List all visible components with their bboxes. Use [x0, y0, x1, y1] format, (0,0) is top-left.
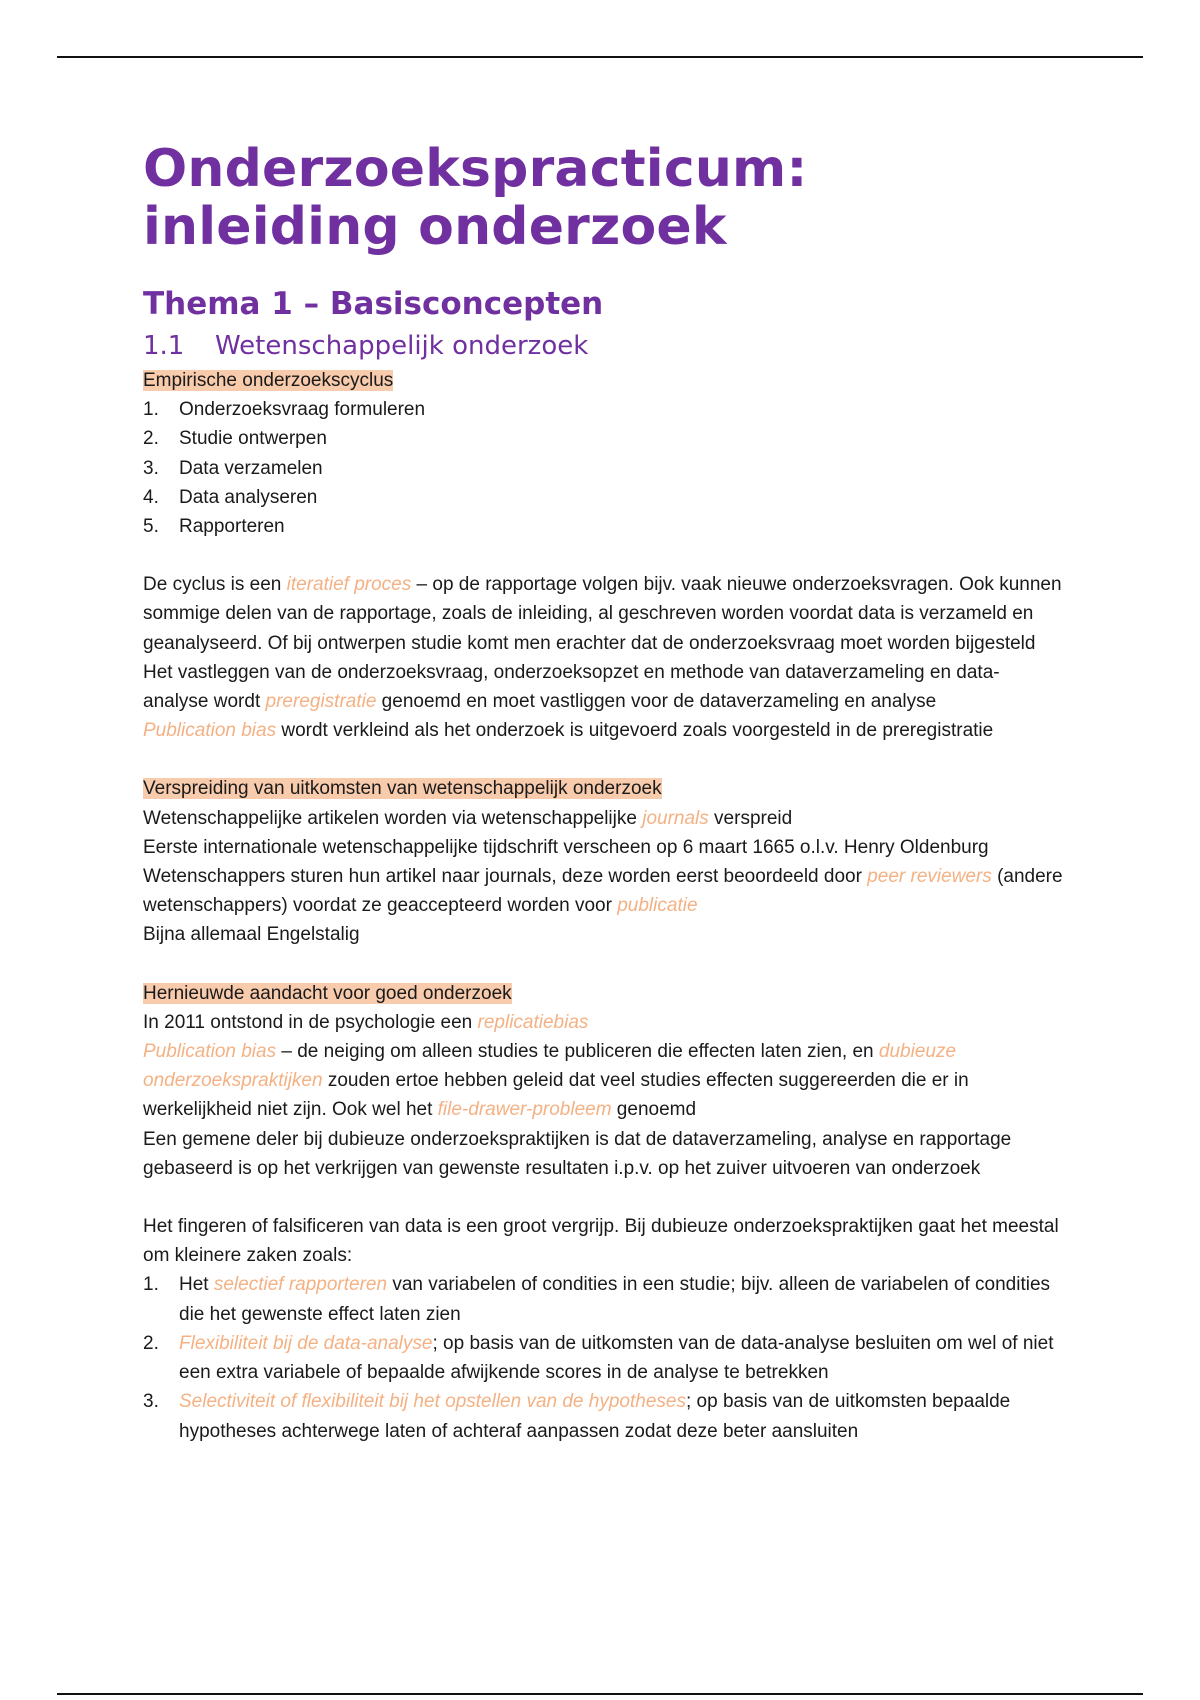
paragraph: Het fingeren of falsificeren van data is een groot vergrijp. Bij dubieuze onderzoekspraktijken gaat het meestal om kleinere zaken zoals:	[143, 1216, 1059, 1267]
keyword: iteratief proces	[286, 574, 412, 596]
keyword: selectief rapporteren	[213, 1274, 388, 1296]
keyword: Flexibiliteit bij de data-analyse	[179, 1332, 433, 1354]
paragraph: Een gemene deler bij dubieuze onderzoekspraktijken is dat de dataverzameling, analyse en rapportage gebaseerd is op het verkrijgen van gewenste resultaten i.p.v. op het zuiver uitvoeren van onderzoek	[143, 1128, 1012, 1179]
document-page	[143, 140, 1063, 1446]
list-item: 1. Het selectief rapporteren van variabelen of condities in een studie; bijv. alleen de variabelen of condities die het gewenste effect laten zien	[143, 1270, 1063, 1328]
highlight: Verspreiding van uitkomsten van wetenschappelijk onderzoek	[143, 778, 662, 800]
list-number: 3.	[143, 457, 159, 479]
paragraph: Publication bias wordt verkleind als het onderzoek is uitgevoerd zoals voorgesteld in de preregistratie	[143, 720, 994, 742]
list-item: 2. Flexibiliteit bij de data-analyse; op basis van de uitkomsten van de data-analyse besluiten om wel of niet een extra variabele of bepaalde afwijkende scores in de analyse te betrekken	[143, 1329, 1063, 1387]
section-title: Wetenschappelijk onderzoek	[215, 331, 589, 361]
paragraph: Wetenschappers sturen hun artikel naar journals, deze worden eerst beoordeeld door peer reviewers (andere wetenschappers) voordat ze geaccepteerd worden voor publicatie	[143, 866, 1063, 917]
paragraph: Wetenschappelijke artikelen worden via wetenschappelijke journals verspreid	[143, 807, 793, 829]
list-text: Onderzoeksvraag formuleren	[179, 399, 426, 421]
keyword: peer reviewers	[867, 866, 992, 888]
list-number: 1.	[143, 1274, 159, 1296]
list-item	[143, 483, 1063, 512]
section-number: 1.1	[143, 331, 185, 361]
list-text: Studie ontwerpen	[179, 428, 327, 450]
list-item	[143, 454, 1063, 483]
keyword: Publication bias	[143, 720, 277, 742]
header-rule	[57, 56, 1143, 58]
keyword: Publication bias	[143, 1041, 277, 1063]
cycle-heading	[143, 366, 1063, 395]
footer-rule	[57, 1693, 1143, 1695]
list-item	[143, 512, 1063, 541]
list-number: 2.	[143, 428, 159, 450]
practices-list	[143, 1270, 1063, 1445]
list-number: 5.	[143, 516, 159, 538]
paragraph: In 2011 ontstond in de psychologie een replicatiebias	[143, 1011, 589, 1033]
keyword: Selectiviteit of flexibiliteit bij het opstellen van de hypotheses	[179, 1391, 686, 1413]
list-item	[143, 395, 1063, 424]
highlight: Hernieuwde aandacht voor goed onderzoek	[143, 982, 512, 1004]
renewed-heading	[143, 979, 1063, 1008]
highlight: Empirische onderzoekscyclus	[143, 370, 394, 391]
paragraph: Bijna allemaal Engelstalig	[143, 924, 360, 946]
cycle-steps-list	[143, 395, 1063, 541]
list-number: 2.	[143, 1332, 159, 1354]
document-title: Onderzoekspracticum: inleiding onderzoek	[143, 139, 808, 257]
keyword: journals	[642, 807, 709, 829]
section-heading	[143, 330, 1063, 362]
paragraph: Eerste internationale wetenschappelijke tijdschrift verscheen op 6 maart 1665 o.l.v. Henry Oldenburg	[143, 836, 989, 858]
keyword: replicatiebias	[477, 1011, 589, 1033]
list-text: Rapporteren	[179, 516, 285, 538]
list-number: 1.	[143, 399, 159, 421]
spread-heading	[143, 774, 1063, 803]
list-number: 3.	[143, 1391, 159, 1413]
keyword: publicatie	[617, 895, 698, 917]
theme-heading: Thema 1 – Basisconcepten	[143, 286, 604, 322]
list-item: 3. Selectiviteit of flexibiliteit bij het opstellen van de hypotheses; op basis van de uitkomsten bepaalde hypotheses achterwege laten of achteraf aanpassen zodat deze beter aansluiten	[143, 1387, 1063, 1445]
paragraph: De cyclus is een iteratief proces – op de rapportage volgen bijv. vaak nieuwe onderzoeksvragen. Ook kunnen sommige delen van de rapportage, zoals de inleiding, al geschreven worden voordat data is verzameld en geanalyseerd. Of bij ontwerpen studie komt men erachter dat de onderzoeksvraag moet worden bijgesteld	[143, 574, 1062, 654]
list-number: 4.	[143, 486, 159, 508]
list-text: Data analyseren	[179, 486, 318, 508]
keyword: preregistratie	[265, 691, 377, 713]
list-item	[143, 424, 1063, 453]
keyword: file-drawer-probleem	[437, 1099, 612, 1121]
paragraph: Het vastleggen van de onderzoeksvraag, onderzoeksopzet en methode van dataverzameling en data-analyse wordt preregistratie genoemd en moet vastliggen voor de dataverzameling en analyse	[143, 661, 1000, 713]
paragraph: Publication bias – de neiging om alleen studies te publiceren die effecten laten zien, en dubieuze onderzoekspraktijken zouden ertoe hebben geleid dat veel studies effecten suggereerden die er in werkelijkheid niet zijn. Ook wel het file-drawer-probleem genoemd	[143, 1041, 969, 1121]
list-text: Data verzamelen	[179, 457, 323, 479]
keyword: dubieuze onderzoekspraktijken	[143, 1041, 957, 1092]
